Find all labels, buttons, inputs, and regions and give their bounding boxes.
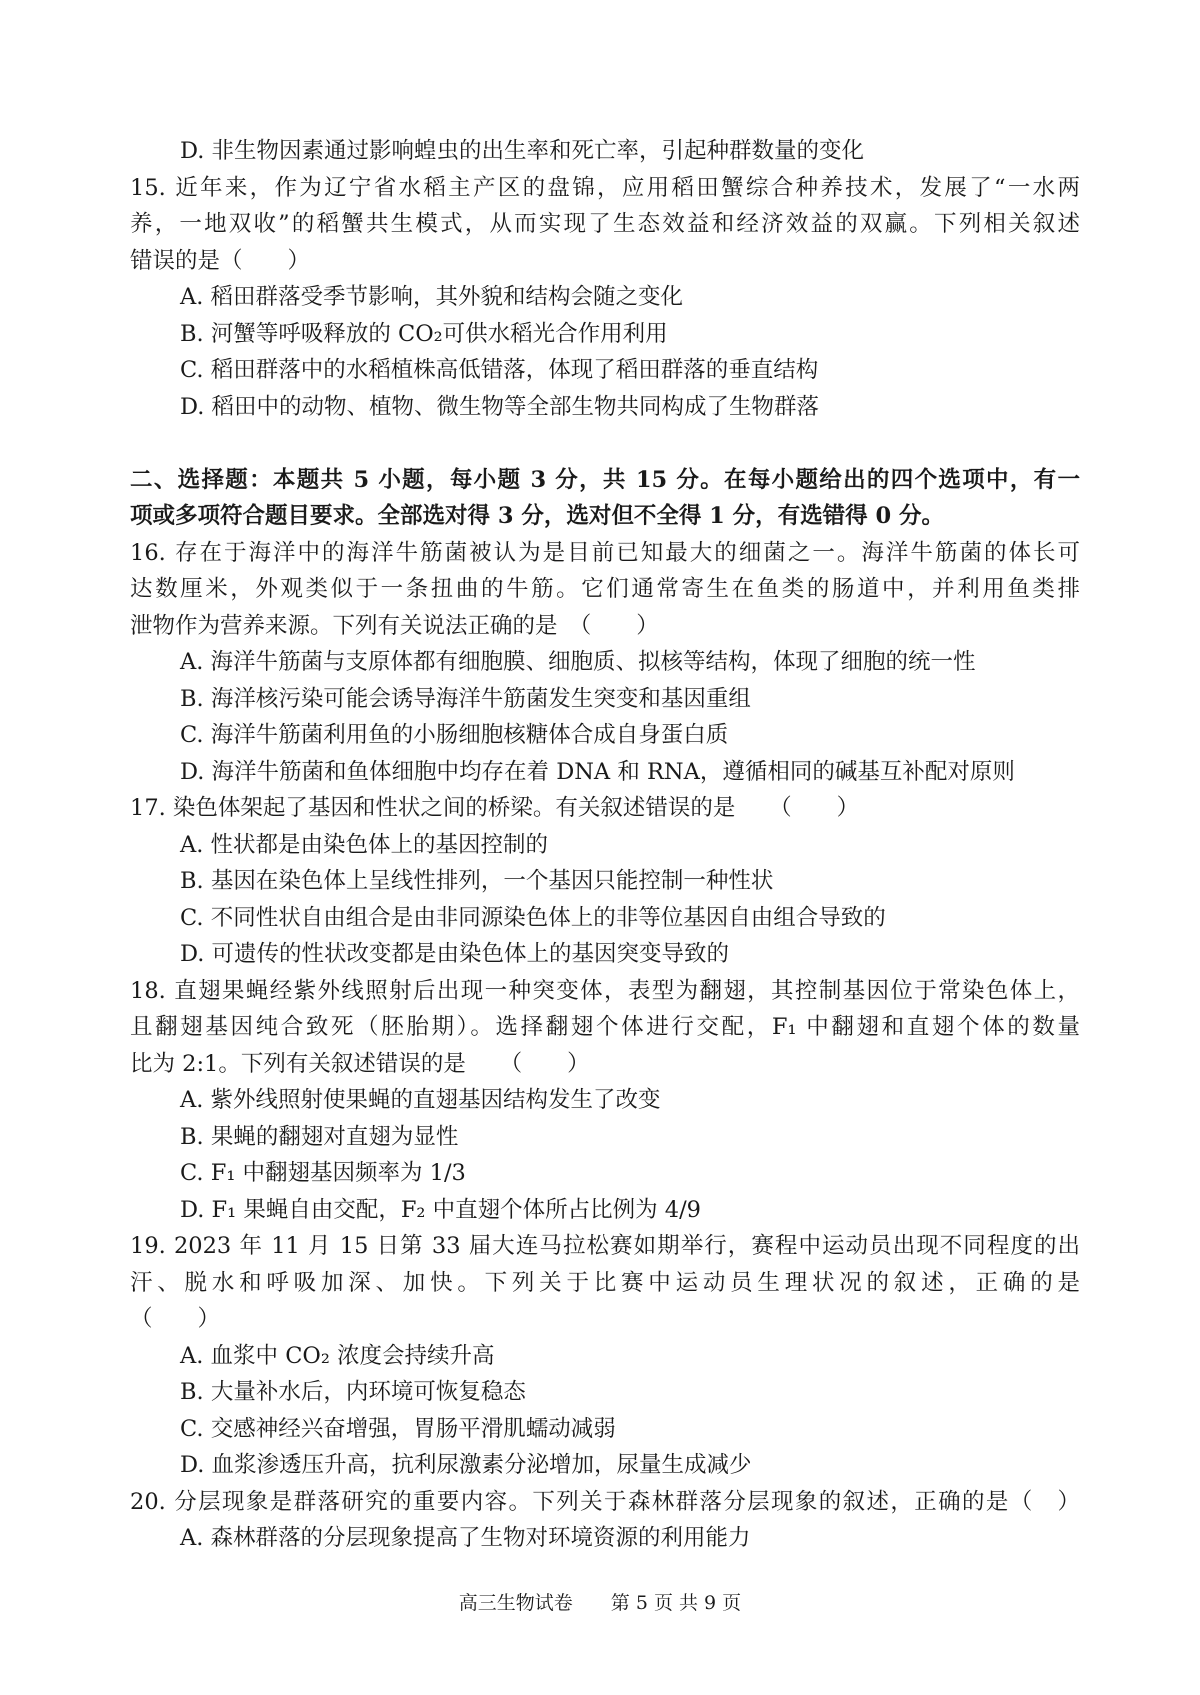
q19-stem-line-2: 汗、脱水和呼吸加深、加快。下列关于比赛中运动员生理状况的叙述，正确的是 [130, 1270, 1080, 1296]
q17-option-a: A. 性状都是由染色体上的基因控制的 [180, 832, 549, 858]
q18-option-b: B. 果蝇的翻翅对直翅为显性 [180, 1124, 459, 1150]
q17-stem-line-1: 17. 染色体架起了基因和性状之间的桥梁。有关叙述错误的是 （ ） [130, 795, 860, 821]
q14-option-d: D. 非生物因素通过影响蝗虫的出生率和死亡率，引起种群数量的变化 [180, 138, 865, 164]
q19-stem-line-3: （ ） [130, 1306, 221, 1332]
q16-option-b: B. 海洋核污染可能会诱导海洋牛筋菌发生突变和基因重组 [180, 686, 751, 712]
q19-option-a: A. 血浆中 CO₂ 浓度会持续升高 [180, 1343, 495, 1369]
q19-option-d: D. 血浆渗透压升高，抗利尿激素分泌增加，尿量生成减少 [180, 1452, 752, 1478]
q15-option-b: B. 河蟹等呼吸释放的 CO₂可供水稻光合作用利用 [180, 321, 668, 347]
q16-option-c: C. 海洋牛筋菌利用鱼的小肠细胞核糖体合成自身蛋白质 [180, 722, 729, 748]
q17-option-d: D. 可遗传的性状改变都是由染色体上的基因突变导致的 [180, 941, 730, 967]
q18-option-a: A. 紫外线照射使果蝇的直翅基因结构发生了改变 [180, 1087, 661, 1113]
q18-option-d: D. F₁ 果蝇自由交配，F₂ 中直翅个体所占比例为 4/9 [180, 1197, 701, 1223]
q20-stem-line-1: 20. 分层现象是群落研究的重要内容。下列关于森林群落分层现象的叙述，正确的是（ ） [130, 1489, 1080, 1515]
q19-option-c: C. 交感神经兴奋增强，胃肠平滑肌蠕动减弱 [180, 1416, 616, 1442]
q18-stem-line-2: 且翻翅基因纯合致死（胚胎期）。选择翻翅个体进行交配，F₁ 中翻翅和直翅个体的数量 [130, 1014, 1080, 1040]
q15-stem-line-2: 养，一地双收”的稻蟹共生模式，从而实现了生态效益和经济效益的双赢。下列相关叙述 [130, 211, 1080, 237]
q16-option-a: A. 海洋牛筋菌与支原体都有细胞膜、细胞质、拟核等结构，体现了细胞的统一性 [180, 649, 976, 675]
q16-option-d: D. 海洋牛筋菌和鱼体细胞中均存在着 DNA 和 RNA，遵循相同的碱基互补配对原则 [180, 759, 1015, 785]
section-2-heading-line-1: 二、选择题：本题共 5 小题，每小题 3 分，共 15 分。在每小题给出的四个选项中，有一 [130, 467, 1080, 493]
q19-option-b: B. 大量补水后，内环境可恢复稳态 [180, 1379, 526, 1405]
q15-option-a: A. 稻田群落受季节影响，其外貌和结构会随之变化 [180, 284, 684, 310]
q17-option-c: C. 不同性状自由组合是由非同源染色体上的非等位基因自由组合导致的 [180, 905, 886, 931]
q20-option-a: A. 森林群落的分层现象提高了生物对环境资源的利用能力 [180, 1525, 751, 1551]
q15-option-d: D. 稻田中的动物、植物、微生物等全部生物共同构成了生物群落 [180, 394, 820, 420]
section-2-heading-line-2: 项或多项符合题目要求。全部选对得 3 分，选对但不全得 1 分，有选错得 0 分。 [130, 503, 944, 529]
q15-stem-line-1: 15. 近年来，作为辽宁省水稻主产区的盘锦，应用稻田蟹综合种养技术，发展了“一水两 [130, 175, 1080, 201]
q18-option-c: C. F₁ 中翻翅基因频率为 1/3 [180, 1160, 466, 1186]
q15-option-c: C. 稻田群落中的水稻植株高低错落，体现了稻田群落的垂直结构 [180, 357, 819, 383]
page-footer: 高三生物试卷 第 5 页 共 9 页 [458, 1592, 742, 1614]
q18-stem-line-3: 比为 2:1。下列有关叙述错误的是 （ ） [130, 1051, 590, 1077]
q15-stem-line-3: 错误的是（ ） [130, 248, 311, 274]
q19-stem-line-1: 19. 2023 年 11 月 15 日第 33 届大连马拉松赛如期举行，赛程中运动员出现不同程度的出 [130, 1233, 1080, 1259]
q18-stem-line-1: 18. 直翅果蝇经紫外线照射后出现一种突变体，表型为翻翅，其控制基因位于常染色体上， [130, 978, 1080, 1004]
q16-stem-line-1: 16. 存在于海洋中的海洋牛筋菌被认为是目前已知最大的细菌之一。海洋牛筋菌的体长可 [130, 540, 1080, 566]
q16-stem-line-3: 泄物作为营养来源。下列有关说法正确的是 （ ） [130, 613, 659, 639]
q17-option-b: B. 基因在染色体上呈线性排列，一个基因只能控制一种性状 [180, 868, 774, 894]
q16-stem-line-2: 达数厘米，外观类似于一条扭曲的牛筋。它们通常寄生在鱼类的肠道中，并利用鱼类排 [130, 576, 1080, 602]
